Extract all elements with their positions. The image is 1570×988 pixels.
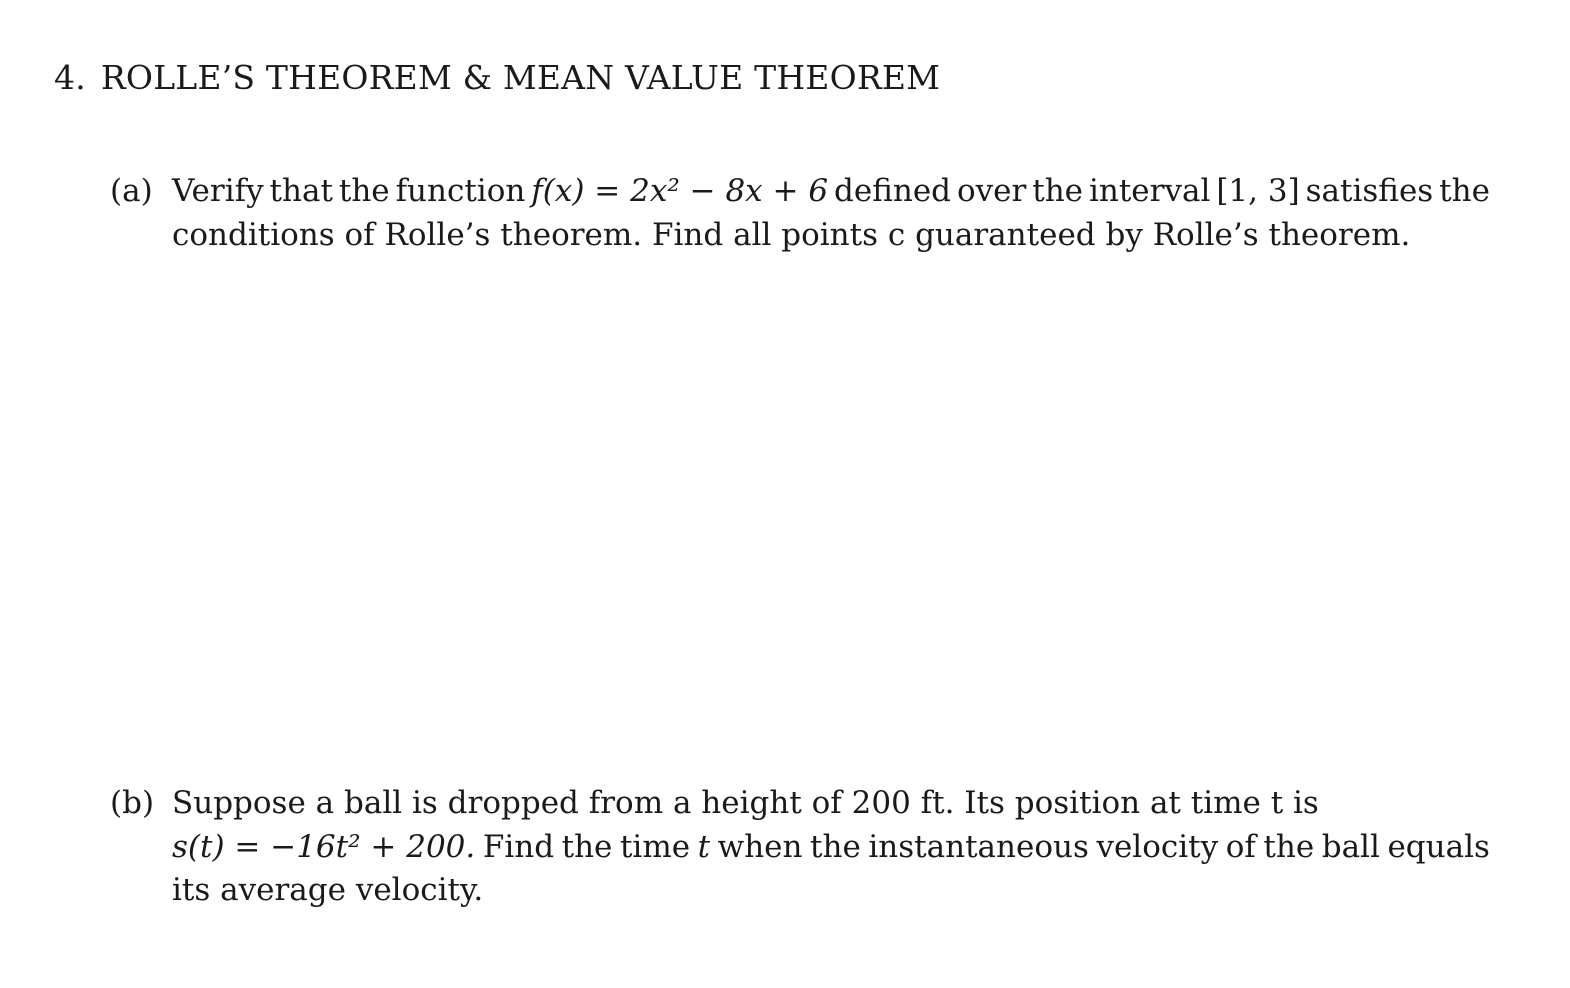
problem-b-line-1: Suppose a ball is dropped from a height of 200 ft. Its position at time t is bbox=[172, 785, 1319, 821]
problem-b-text bbox=[172, 782, 1490, 913]
word: the bbox=[561, 828, 613, 865]
word: interval bbox=[1088, 173, 1211, 209]
problem-b-line-3: its average velocity. bbox=[172, 872, 484, 908]
word: the bbox=[1032, 173, 1084, 209]
word: the bbox=[810, 828, 861, 865]
word: over bbox=[956, 173, 1027, 209]
section-heading bbox=[54, 56, 940, 100]
variable-t: t bbox=[697, 828, 711, 865]
word: Find bbox=[482, 828, 555, 865]
word: when bbox=[717, 828, 803, 865]
function-formula: f(x) = 2x² − 8x + 6 bbox=[531, 173, 829, 209]
word: velocity bbox=[1096, 828, 1219, 865]
word: Verify bbox=[172, 173, 264, 209]
word: time bbox=[619, 828, 691, 865]
word: satisfies bbox=[1305, 173, 1434, 209]
problem-a-label: (a) bbox=[110, 173, 153, 209]
problem-a-line-2: conditions of Rolle’s theorem. Find all points c guaranteed by Rolle’s theorem. bbox=[172, 216, 1411, 253]
problem-b-line-2 bbox=[172, 826, 1490, 870]
word: the bbox=[1439, 173, 1490, 209]
word: of bbox=[1225, 828, 1256, 865]
word: that bbox=[269, 173, 333, 209]
word: ball bbox=[1321, 828, 1380, 865]
section-title: ROLLE’S THEOREM & MEAN VALUE THEOREM bbox=[100, 58, 941, 97]
interval: [1, 3] bbox=[1216, 173, 1300, 209]
problem-a-line-1 bbox=[172, 170, 1490, 214]
word: defined bbox=[834, 173, 952, 209]
section-number: 4. bbox=[54, 58, 86, 97]
position-formula: s(t) = −16t² + 200. bbox=[172, 828, 476, 865]
word: instantaneous bbox=[868, 828, 1089, 865]
problem-a-text bbox=[172, 170, 1490, 257]
problem-b-label: (b) bbox=[110, 785, 155, 821]
word: equals bbox=[1387, 828, 1490, 865]
word: the bbox=[338, 173, 390, 209]
word: the bbox=[1263, 828, 1315, 865]
word: function bbox=[395, 173, 526, 209]
problem-b bbox=[110, 782, 1490, 913]
problem-a bbox=[110, 170, 1490, 257]
